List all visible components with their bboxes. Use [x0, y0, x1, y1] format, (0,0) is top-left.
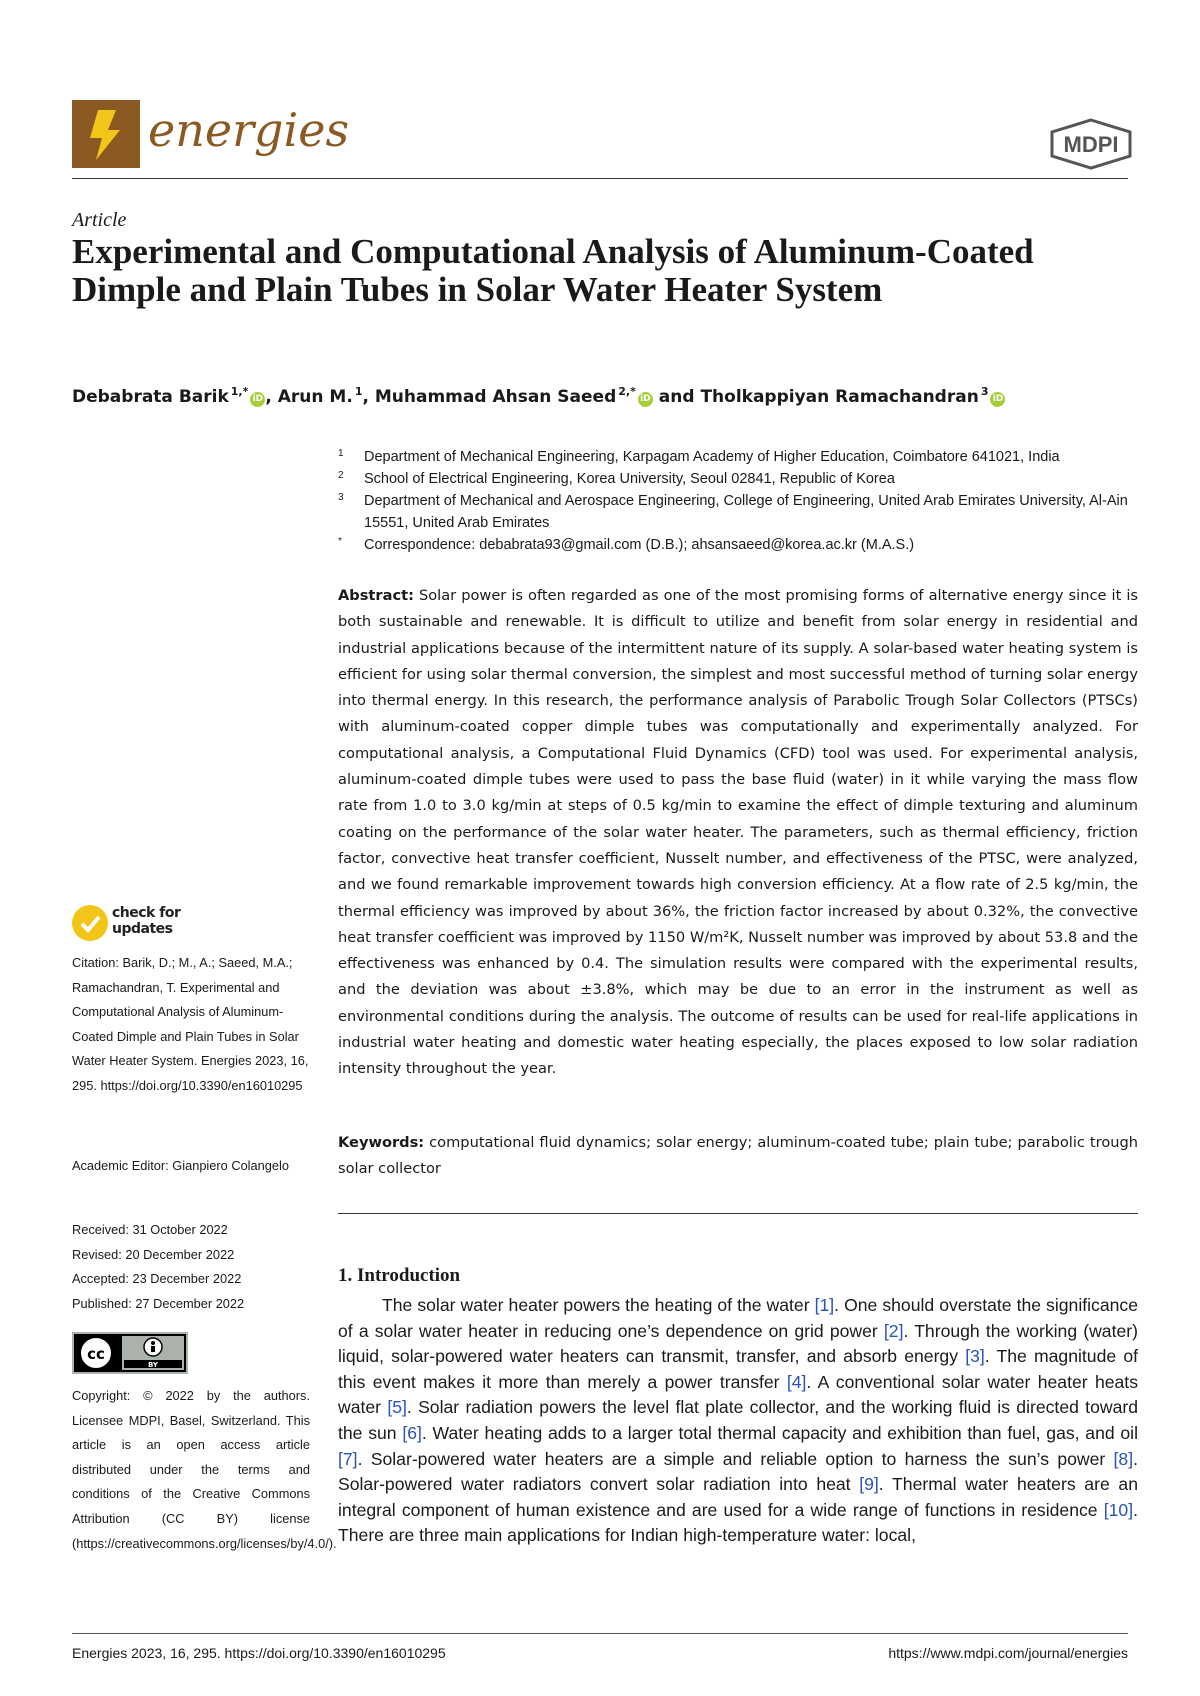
keywords-text: computational fluid dynamics; solar energy; aluminum-coated tube; plain tube; parabolic trough solar collector [338, 1134, 1139, 1178]
affiliation-number: 3 [338, 492, 344, 503]
body-text: . The magnitude of this event makes it more than merely a power transfer [338, 1346, 1138, 1392]
affiliation-number: * [338, 536, 342, 547]
author-name: Debabrata Barik [72, 387, 229, 407]
author-name: Arun M. [277, 387, 353, 407]
publisher-logo [1048, 118, 1134, 170]
keywords-label: Keywords: [338, 1134, 425, 1151]
author-separator: and [652, 387, 701, 407]
footer-rule [72, 1633, 1128, 1634]
reference-link[interactable]: [5] [387, 1397, 407, 1418]
keywords [338, 1130, 1138, 1183]
reference-link[interactable]: [4] [786, 1371, 807, 1392]
affiliation-text: School of Electrical Engineering, Korea University, Seoul 02841, Republic of Korea [364, 471, 895, 487]
journal-name: energies [148, 103, 350, 157]
reference-link[interactable]: [8] [1113, 1448, 1134, 1469]
body-text: . Thermal water heaters are an integral component of human existence and are used for a wide range of functions in residence [338, 1474, 1138, 1520]
check-for-updates-button[interactable] [112, 905, 180, 937]
author-affiliation-mark: 2,* [618, 385, 636, 398]
lightning-bolt-icon [72, 100, 140, 168]
body-text: . A conventional solar water heater heats water [338, 1371, 1138, 1418]
cc-label: cc [87, 1345, 105, 1363]
section-rule [338, 1213, 1138, 1214]
affiliations [338, 446, 1138, 556]
body-text: . There are three main applications for Indian high-temperature water: local, [338, 1499, 1138, 1546]
date-received: Received: 31 October 2022 [72, 1222, 228, 1237]
orcid-icon[interactable]: iD [250, 392, 265, 407]
reference-link[interactable]: [1] [814, 1295, 835, 1315]
reference-link[interactable]: [7] [338, 1448, 358, 1469]
copyright-notice: Copyright: © 2022 by the authors. Licensee MDPI, Basel, Switzerland. This article is an open access article distributed under the terms and conditions of the Creative Commons Attribution (CC BY) license (https://creativecommons.org/licenses/by/4.0/). [72, 1388, 337, 1551]
header-rule [72, 178, 1128, 179]
body-text: The solar water heater powers the heating of the water [382, 1295, 815, 1315]
reference-link[interactable]: [10] [1103, 1499, 1134, 1520]
affiliation-item [338, 534, 1138, 556]
footer-journal-link[interactable]: https://www.mdpi.com/journal/energies [888, 1645, 1128, 1661]
date-published: Published: 27 December 2022 [72, 1295, 245, 1311]
publication-dates [72, 1218, 312, 1316]
abstract-label: Abstract: [338, 587, 414, 604]
footer-citation: Energies 2023, 16, 295. https://doi.org/10.3390/en16010295 [72, 1645, 446, 1661]
author-separator: , [362, 387, 375, 407]
affiliation-number: 2 [338, 470, 344, 481]
body-text: . Water heating adds to a larger total thermal capacity and exhibition than fuel, gas, and oil [421, 1422, 1138, 1443]
orcid-icon[interactable]: iD [990, 392, 1005, 407]
article-type: Article [72, 209, 127, 231]
author-name: Muhammad Ahsan Saeed [374, 387, 617, 407]
date-accepted: Accepted: 23 December 2022 [72, 1271, 242, 1287]
body-text: . Solar radiation powers the level flat plate collector, and the working fluid is directed toward the sun [338, 1397, 1138, 1443]
check-for-updates-icon[interactable] [72, 905, 108, 941]
affiliation-number: 1 [338, 448, 344, 459]
affiliation-item [338, 446, 1138, 468]
affiliation-text: Department of Mechanical and Aerospace Engineering, College of Engineering, United Arab Emirates University, Al-Ain 15551, United Arab Emirates [364, 493, 1128, 531]
check-updates-line1: check for [112, 905, 181, 921]
abstract [338, 583, 1138, 1083]
affiliation-text: Correspondence: debabrata93@gmail.com (D.B.); ahsansaeed@korea.ac.kr (M.A.S.) [364, 537, 915, 553]
affiliation-text: Department of Mechanical Engineering, Karpagam Academy of Higher Education, Coimbatore 641021, India [364, 449, 1060, 465]
author-affiliation-mark: 3 [980, 385, 989, 398]
date-revised: Revised: 20 December 2022 [72, 1246, 235, 1262]
author-list [72, 380, 1005, 409]
body-text: . Solar-powered water heaters are a simple and reliable option to harness the sun’s power [357, 1448, 1114, 1469]
reference-link[interactable]: [2] [883, 1320, 904, 1341]
introduction-paragraph [338, 1293, 1138, 1549]
author-name: Tholkappiyan Ramachandran [700, 387, 979, 407]
author-affiliation-mark: 1,* [230, 385, 249, 398]
affiliation-item [338, 490, 1138, 534]
author-separator: , [265, 387, 278, 407]
reference-link[interactable]: [6] [402, 1422, 422, 1443]
reference-link[interactable]: [9] [859, 1474, 879, 1495]
body-text: . One should overstate the significance of a solar water heater in reducing one’s dependence on grid power [338, 1295, 1138, 1341]
reference-link[interactable]: [3] [965, 1346, 985, 1367]
abstract-text: Solar power is often regarded as one of the most promising forms of alternative energy since it is both sustainable and renewable. It is difficult to utilize and benefit from solar energy in residential and industrial applications because of the intermittent nature of its supply. A solar-based water heating system is efficient for using solar thermal conversion, the simplest and most successful method of turning solar energy into thermal energy. In this research, the performance analysis of Parabolic Trough Solar Collectors (PTSCs) with aluminum-coated copper dimple tubes was computationally and experimentally analyzed. For computational analysis, a Computational Fluid Dynamics (CFD) tool was used. For experimental analysis, aluminum-coated dimple tubes were used to pass the base fluid (water) in it while varying the mass flow rate from 1.0 to 3.0 kg/min at steps of 0.5 kg/min to examine the effect of dimple texturing and aluminum coating on the performance of the solar water heater. The parameters, such as thermal efficiency, friction factor, convective heat transfer coefficient, Nusselt number, and effectiveness of the PTSC, were analyzed, and we found remarkable improvement towards high conversion efficiency. At a flow rate of 2.5 kg/min, the thermal efficiency was improved by about 36%, the friction factor increased by about 0.32%, the convective heat transfer coefficient was improved by 1150 W/m²K, Nusselt number was improved by about 53.8 and the effectiveness was enhanced by 0.4. The simulation results were compared with the experimental results, and the deviation was about ±3.8%, which may be due to an error in the instrument as well as environmental conditions during the analysis. The outcome of results can be used for real-life applications in industrial water heating and domestic water heating especially, the places exposed to low solar radiation intensity throughout the year. [338, 587, 1138, 1078]
by-label: BY [147, 1361, 159, 1369]
publisher-name: MDPI [1063, 132, 1119, 157]
author-affiliation-mark: 1 [354, 385, 363, 398]
body-text: . Through the working (water) liquid, solar-powered water heaters can transmit, transfer, and absorb energy [338, 1320, 1138, 1367]
affiliation-item [338, 468, 1138, 490]
article-title: Experimental and Computational Analysis of Aluminum-Coated Dimple and Plain Tubes in Solar Water Heater System [72, 232, 1034, 309]
section-heading-introduction: 1. Introduction [338, 1265, 461, 1286]
academic-editor: Academic Editor: Gianpiero Colangelo [72, 1158, 289, 1173]
check-updates-line2: updates [112, 921, 173, 937]
cc-by-license-icon[interactable] [72, 1332, 188, 1374]
citation-block: Citation: Barik, D.; M., A.; Saeed, M.A.; Ramachandran, T. Experimental and Computational Analysis of Aluminum-Coated Dimple and Plain Tubes in Solar Water Heater System. Energies 2023, 16, 295. https://doi.org/10.3390/en16010295 [72, 955, 309, 1093]
journal-logo-box [72, 100, 140, 168]
orcid-icon[interactable]: iD [638, 392, 653, 407]
body-text: . Solar-powered water radiators convert solar radiation into heat [338, 1448, 1138, 1495]
